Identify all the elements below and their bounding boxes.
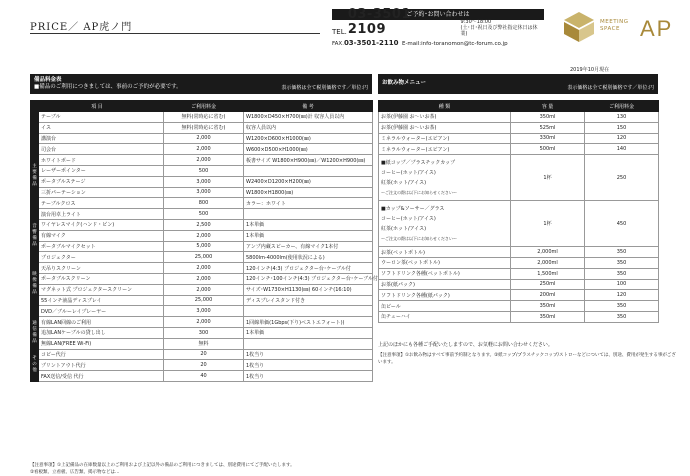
table-row	[379, 112, 659, 123]
equipment-header-bar	[30, 74, 372, 94]
equip-cell-item: 講演台	[39, 133, 164, 144]
table-row	[31, 327, 373, 338]
business-hours: 9:30～18:00 (土･日･祝日及び弊社指定休日は休業)	[460, 19, 538, 37]
table-row-combo	[379, 201, 659, 247]
drink-cell-price: 120	[585, 133, 659, 144]
equip-cell-price: 2,000	[164, 273, 244, 284]
equip-cell-price: 2,000	[164, 284, 244, 295]
equip-cell-note: W1800×H1800(㎜)	[244, 187, 373, 198]
logo-brand: AP	[640, 16, 674, 41]
drink-cell-price: 450	[585, 201, 659, 247]
table-row-combo	[379, 155, 659, 201]
equip-cell-price: 3,000	[164, 306, 244, 317]
equip-cell-item: マグネット式 プロジェクタースクリーン	[39, 284, 164, 295]
equip-cell-item: プリントアウト代行	[39, 360, 164, 371]
drink-cell-volume: 350ml	[511, 301, 585, 312]
equip-cell-note: W1800×D450×H700(㎜)計 収容人員以内	[244, 112, 373, 123]
drink-cell-price: 350	[585, 268, 659, 279]
drink-cell-item: ソフトドリンク各種(紙パック)	[379, 290, 511, 301]
table-row	[31, 209, 373, 220]
equip-col-note: 備 考	[244, 101, 373, 112]
drink-cell-volume: 1,500ml	[511, 268, 585, 279]
table-row	[31, 230, 373, 241]
equip-cell-price: 2,000	[164, 230, 244, 241]
drinks-col-item: 種 類	[379, 101, 511, 112]
equip-cell-note: 1回線単価(1Gbps(下り)ベストエフォート))	[244, 317, 373, 328]
equip-cell-price: 40	[164, 371, 244, 382]
equip-cell-item: 有線LAN回線のご利用	[39, 317, 164, 328]
table-row	[31, 263, 373, 274]
equipment-footnote: 【注意事項】①上記備品の在庫数量以上のご利用および上記以外の備品のご利用につきましては、別途費用にてご手配いたします。 ②看板類、立看板、広告類、掲示物などは…	[30, 463, 295, 475]
equip-cell-item: FAX送信/受信 代行	[39, 371, 164, 382]
drinks-title: お飲み物メニュー	[382, 80, 427, 86]
category-label: 映像備品	[31, 252, 39, 317]
page-title: PRICE／ AP虎ノ門	[30, 22, 133, 33]
equip-cell-note: 1枚当り	[244, 349, 373, 360]
equip-cell-price: 2,000	[164, 263, 244, 274]
table-row	[31, 349, 373, 360]
equip-cell-item: テーブルクロス	[39, 198, 164, 209]
table-row	[31, 241, 373, 252]
drinks-bottom-note: 上記のほかにも各種ご手配いたしますので、お気軽にお問い合わせください。	[378, 342, 553, 348]
table-row	[379, 311, 659, 322]
drinks-header-bar	[378, 74, 658, 94]
table-row	[31, 306, 373, 317]
equip-cell-price: 2,000	[164, 155, 244, 166]
equip-cell-item: レーザーポインター	[39, 165, 164, 176]
equip-cell-price: 20	[164, 349, 244, 360]
drink-cell-item: ミネラルウォーター(エビアン)	[379, 144, 511, 155]
drink-cell-item: お茶(ペットボトル)	[379, 247, 511, 258]
drink-cell-price: 120	[585, 290, 659, 301]
drinks-col-volume: 容 量	[511, 101, 585, 112]
table-row	[31, 187, 373, 198]
equip-cell-note	[244, 338, 373, 349]
equip-cell-item: ポータブルマイクセット	[39, 241, 164, 252]
logo-mark-icon	[560, 8, 598, 46]
drink-cell-item: ミネラルウォーター(エビアン)	[379, 133, 511, 144]
equip-cell-item: 司会台	[39, 144, 164, 155]
drinks-table	[378, 100, 659, 323]
drinks-col-price: ご利用料金	[585, 101, 659, 112]
table-row	[31, 360, 373, 371]
equip-cell-price: 無料(常時応に省む)	[164, 122, 244, 133]
drink-cell-price: 250	[585, 155, 659, 201]
drink-combo-description: ■カップ&ソーサー／グラス コーヒー(ホット/アイス) 紅茶(ホット/アイス) ～ご注文の際は以下にお知らせください～	[379, 201, 511, 247]
equip-cell-note: 1枚当り	[244, 371, 373, 382]
category-label: 主要備品	[31, 133, 39, 219]
equip-cell-price: 25,000	[164, 252, 244, 263]
equip-cell-item: コピー代行	[39, 349, 164, 360]
table-row	[379, 268, 659, 279]
equip-cell-item: 演台用卓上ライト	[39, 209, 164, 220]
drink-cell-price: 100	[585, 279, 659, 290]
equip-col-item: 項 目	[31, 101, 164, 112]
drink-cell-price: 350	[585, 247, 659, 258]
drink-cell-price: 150	[585, 122, 659, 133]
drinks-footnote: 【注意事項】①お飲み物はすべて事前予約制となります。②紙コップ/プラスチックコップ/ストローなどについては、別途、費用が発生する事がございます。	[378, 353, 676, 365]
drink-cell-item: お茶(紙パック)	[379, 279, 511, 290]
category-label: 音響備品	[31, 219, 39, 251]
equip-cell-price: 3,000	[164, 187, 244, 198]
table-row	[379, 122, 659, 133]
table-row	[31, 219, 373, 230]
drink-cell-item: ウーロン茶(ペットボトル)	[379, 257, 511, 268]
equipment-table	[30, 100, 378, 382]
table-row	[31, 371, 373, 382]
table-row	[31, 176, 373, 187]
equip-cell-price: 無料	[164, 338, 244, 349]
drink-cell-volume: 1杯	[511, 201, 585, 247]
equip-cell-note: W600×D500×H1000(㎜)	[244, 144, 373, 155]
equip-cell-price: 500	[164, 165, 244, 176]
equip-cell-item: プロジェクター	[39, 252, 164, 263]
tel-prefix: TEL.	[332, 28, 347, 36]
equip-cell-note: 板書サイズ W1800×H900(㎜)／W1200×H900(㎜)	[244, 155, 373, 166]
equip-cell-item: 追加LANケーブルの貸し出し	[39, 327, 164, 338]
equip-cell-item: ホワイトボード	[39, 155, 164, 166]
table-row	[31, 112, 373, 123]
equip-cell-item: テーブル	[39, 112, 164, 123]
table-row	[379, 247, 659, 258]
equip-cell-note: 1本単価	[244, 230, 373, 241]
drink-cell-volume: 350ml	[511, 112, 585, 123]
table-row	[379, 133, 659, 144]
equip-cell-note: アンプ内蔵スピーカー、有線マイク1本付	[244, 241, 373, 252]
email-link[interactable]: info-toranomon@tc-forum.co.jp	[421, 41, 508, 47]
equip-cell-item: ワイヤレスマイク(ハンド・ピン)	[39, 219, 164, 230]
table-row	[31, 338, 373, 349]
equipment-tax-note: 表示価格は全て税別価格です／単位:円	[281, 85, 368, 91]
equip-cell-item: 有線マイク	[39, 230, 164, 241]
equip-cell-item: 55インチ液晶ディスプレイ	[39, 295, 164, 306]
drink-cell-price: 130	[585, 112, 659, 123]
equip-cell-item: ポータブルスクリーン	[39, 273, 164, 284]
drink-cell-volume: 200ml	[511, 290, 585, 301]
drink-cell-volume: 1杯	[511, 155, 585, 201]
drink-cell-price: 350	[585, 301, 659, 312]
drink-cell-item: 缶ビール	[379, 301, 511, 312]
drink-cell-volume: 350ml	[511, 311, 585, 322]
drink-cell-volume: 525ml	[511, 122, 585, 133]
table-row	[31, 133, 373, 144]
equipment-subtitle: ■備品のご利用につきましては、事前のご予約が必要です。	[34, 84, 182, 90]
contact-box	[332, 9, 544, 47]
table-row	[31, 144, 373, 155]
equip-cell-item: 天吊りスクリーン	[39, 263, 164, 274]
table-row	[31, 252, 373, 263]
category-label	[31, 112, 39, 134]
table-row	[31, 317, 373, 328]
equip-cell-price: 25,000	[164, 295, 244, 306]
drink-cell-volume: 500ml	[511, 144, 585, 155]
equip-cell-item: ポータブルステージ	[39, 176, 164, 187]
table-row	[379, 279, 659, 290]
equip-cell-item: イス	[39, 122, 164, 133]
category-label: その他	[31, 349, 39, 381]
drink-cell-item: ソフトドリンク各種(ペットボトル)	[379, 268, 511, 279]
table-row	[31, 165, 373, 176]
table-row	[31, 198, 373, 209]
equip-col-price: ご利用料金	[164, 101, 244, 112]
table-row	[31, 295, 373, 306]
drink-cell-item: 缶チューハイ	[379, 311, 511, 322]
equip-cell-price: 500	[164, 209, 244, 220]
equip-cell-note: 120インチ･100インチ(4:3) プロジェクター台･ケーブル付	[244, 273, 373, 284]
drink-cell-price: 350	[585, 311, 659, 322]
equip-cell-price: 2,500	[164, 219, 244, 230]
table-row	[379, 301, 659, 312]
equip-cell-note: W1200×D600×H1000(㎜)	[244, 133, 373, 144]
table-row	[31, 284, 373, 295]
drink-cell-volume: 250ml	[511, 279, 585, 290]
equipment-title: 備品料金表	[34, 77, 62, 83]
drink-combo-description: ■紙コップ／プラスチックカップ コーヒー(ホット/アイス) 紅茶(ホット/アイス) ～ご注文の際は以下にお知らせください～	[379, 155, 511, 201]
drink-cell-price: 140	[585, 144, 659, 155]
date-label: 2019年10月現在	[570, 67, 610, 73]
equip-cell-price: 800	[164, 198, 244, 209]
equip-cell-item: DVD／ブルーレイプレーヤー	[39, 306, 164, 317]
category-label: 通信備品	[31, 317, 39, 349]
fax-email-row: FAX.03-3501-2110 E-mail:info-toranomon@tc-forum.co.jp	[332, 39, 508, 47]
equip-cell-note: ディスプレイスタンド付き	[244, 295, 373, 306]
drink-cell-item: お茶(伊藤園 お～いお茶)	[379, 122, 511, 133]
equip-cell-note: W2400×D1200×H200(㎜)	[244, 176, 373, 187]
logo	[560, 8, 690, 48]
drink-cell-volume: 2,000ml	[511, 247, 585, 258]
title-underline	[30, 33, 320, 34]
table-row	[31, 155, 373, 166]
drink-cell-price: 350	[585, 257, 659, 268]
equip-cell-note: 120インチ(4:3) プロジェクター台･ケーブル付	[244, 263, 373, 274]
equip-cell-note	[244, 209, 373, 220]
equip-cell-price: 5,000	[164, 241, 244, 252]
drink-cell-volume: 2,000ml	[511, 257, 585, 268]
equip-cell-item: 三折パーテーション	[39, 187, 164, 198]
logo-subtext: MEETING SPACE	[600, 19, 629, 32]
equip-cell-price: 20	[164, 360, 244, 371]
equip-cell-note: 1枚当り	[244, 360, 373, 371]
tel-number[interactable]: 03-3501-2109	[347, 7, 417, 37]
equip-cell-item: 無線LAN(FREE Wi-Fi)	[39, 338, 164, 349]
table-row	[31, 273, 373, 284]
equip-cell-price: 300	[164, 327, 244, 338]
equip-cell-note: 5800lm-4000lm(使用状況による)	[244, 252, 373, 263]
table-row	[31, 122, 373, 133]
equip-cell-price: 2,000	[164, 144, 244, 155]
table-row	[379, 144, 659, 155]
equip-cell-price: 無料(常時応に省む)	[164, 112, 244, 123]
table-row	[379, 257, 659, 268]
table-row	[379, 290, 659, 301]
equip-cell-price: 3,000	[164, 176, 244, 187]
drink-cell-item: お茶(伊藤園 お～いお茶)	[379, 112, 511, 123]
drinks-section	[378, 74, 676, 365]
equip-cell-price: 2,000	[164, 133, 244, 144]
equip-cell-note: サイズ･W1730×H1130(㎜) 60インチ(16:10)	[244, 284, 373, 295]
equip-cell-note: 1本単価	[244, 219, 373, 230]
equip-cell-note: 1本単価	[244, 327, 373, 338]
drinks-tax-note: 表示価格は全て税別価格です／単位:円	[567, 85, 654, 91]
equipment-section	[30, 74, 378, 475]
fax-number: 03-3501-2110	[343, 39, 399, 47]
equip-cell-note	[244, 306, 373, 317]
drink-cell-volume: 330ml	[511, 133, 585, 144]
equip-cell-note: 収容人員以内	[244, 122, 373, 133]
contact-label: ご予約･お問い合わせは	[332, 9, 544, 20]
equip-cell-note	[244, 165, 373, 176]
equip-cell-price: 2,000	[164, 317, 244, 328]
equip-cell-note: カラー：ホワイト	[244, 198, 373, 209]
